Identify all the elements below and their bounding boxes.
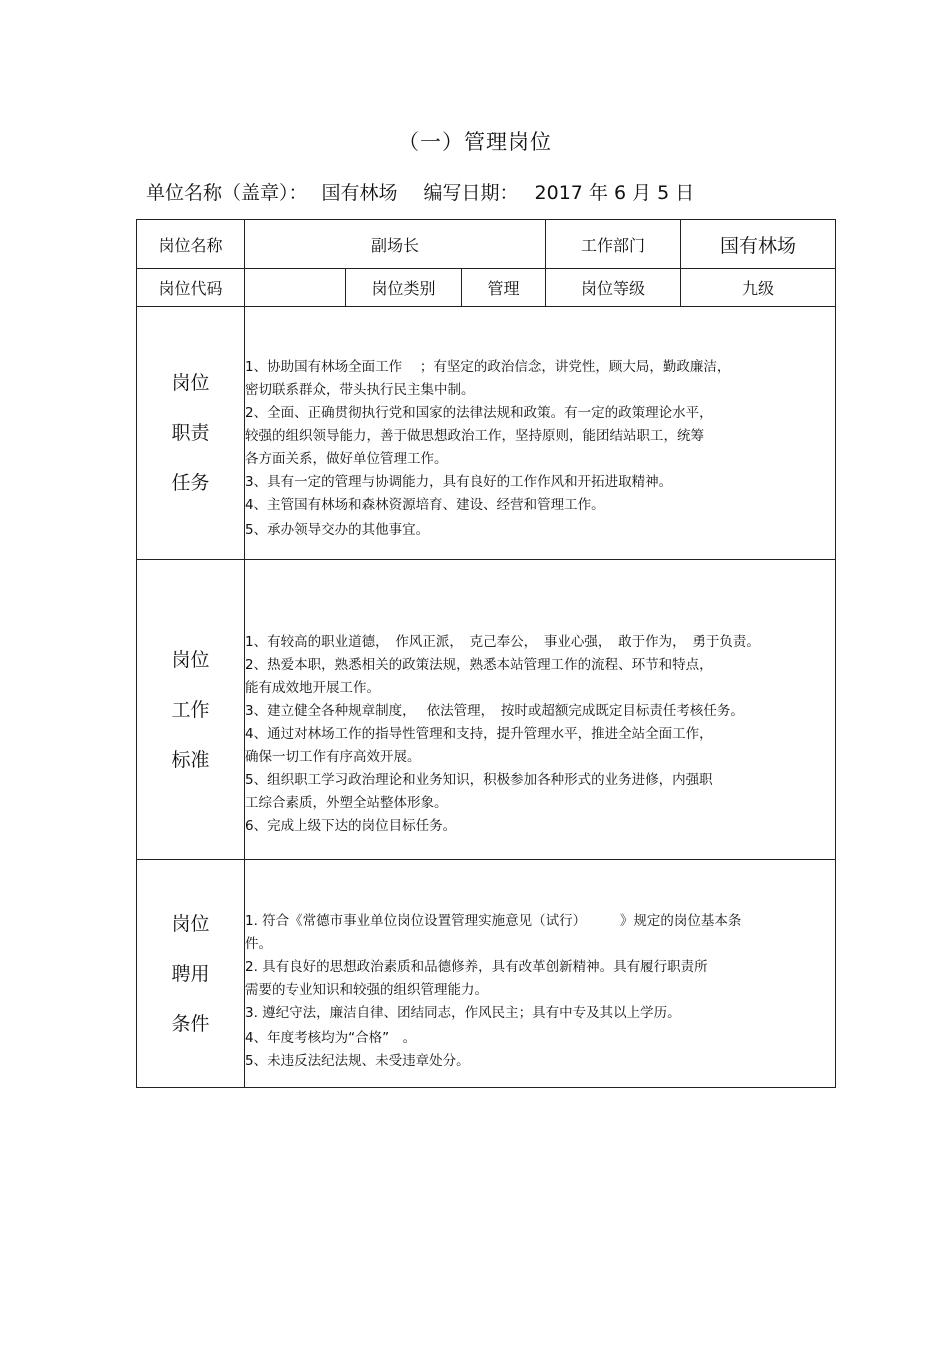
standard-line: 工综合素质，外塑全站整体形象。 bbox=[245, 795, 448, 811]
standard-line: 4、通过对林场工作的指导性管理和支持，提升管理水平，推进全站全面工作， bbox=[245, 726, 713, 742]
duty-line: 各方面关系，做好单位管理工作。 bbox=[245, 451, 448, 467]
page-title: （一）管理岗位 bbox=[398, 130, 552, 154]
conditions-label-line: 条件 bbox=[171, 1012, 210, 1035]
post-type-value: 管理 bbox=[462, 269, 546, 307]
standards-list bbox=[245, 581, 835, 838]
date-value: 2017 年 6 月 5 日 bbox=[534, 182, 695, 204]
post-name-value: 副场长 bbox=[245, 220, 546, 269]
duty-line: 2、全面、正确贯彻执行党和国家的法律法规和政策。有一定的政策理论水平， bbox=[245, 405, 713, 421]
duty-line: 3、具有一定的管理与协调能力，具有良好的工作作风和开拓进取精神。 bbox=[245, 474, 673, 490]
duties-label bbox=[137, 307, 245, 560]
standard-line: 6、完成上级下达的岗位目标任务。 bbox=[245, 818, 457, 834]
standard-line: 能有成效地开展工作。 bbox=[245, 680, 380, 696]
duty-line: 密切联系群众，带头执行民主集中制。 bbox=[245, 382, 475, 398]
standard-line: 5、组织职工学习政治理论和业务知识，积极参加各种形式的业务进修，内强职 bbox=[245, 772, 713, 788]
form-header bbox=[146, 178, 694, 205]
post-name-label: 岗位名称 bbox=[137, 220, 245, 269]
post-code-label: 岗位代码 bbox=[137, 269, 245, 307]
duties-label-line: 任务 bbox=[171, 472, 210, 494]
row-duties bbox=[137, 307, 836, 560]
post-description-table bbox=[136, 219, 836, 1088]
duties-label-line: 职责 bbox=[171, 422, 210, 444]
standards-label-line: 工作 bbox=[171, 698, 210, 721]
standard-line: 1、有较高的职业道德， 作风正派， 克己奉公， 事业心强， 敢于作为， 勇于负责。 bbox=[245, 634, 760, 650]
post-type-label: 岗位类别 bbox=[346, 269, 462, 307]
unit-label: 单位名称（盖章）： bbox=[146, 182, 308, 204]
conditions-label bbox=[137, 860, 245, 1088]
condition-line: 2. 具有良好的思想政治素质和品德修养，具有改革创新精神。具有履行职责所 bbox=[245, 959, 708, 975]
condition-line: 4、年度考核均为“合格” 。 bbox=[245, 1030, 417, 1046]
post-level-label: 岗位等级 bbox=[546, 269, 681, 307]
conditions-list bbox=[245, 874, 835, 1073]
standard-line: 确保一切工作有序高效开展。 bbox=[245, 749, 421, 765]
duty-line: 1、协助国有林场全面工作 ；有坚定的政治信念，讲党性，顾大局，勤政廉洁， bbox=[245, 359, 731, 375]
standards-label bbox=[137, 560, 245, 860]
department-value: 国有林场 bbox=[681, 220, 836, 269]
duty-line: 5、承办领导交办的其他事宜。 bbox=[245, 522, 430, 538]
conditions-label-line: 岗位 bbox=[171, 912, 210, 935]
condition-line: 5、未违反法纪法规、未受违章处分。 bbox=[245, 1053, 470, 1069]
duty-line: 较强的组织领导能力，善于做思想政治工作，坚持原则，能团结站职工，统筹 bbox=[245, 428, 704, 444]
conditions-label-line: 聘用 bbox=[171, 962, 210, 985]
condition-line: 需要的专业知识和较强的组织管理能力。 bbox=[245, 982, 488, 998]
row-post-name bbox=[137, 220, 836, 269]
conditions-content bbox=[245, 860, 836, 1088]
standards-label-line: 岗位 bbox=[171, 648, 210, 671]
standards-label-line: 标准 bbox=[171, 748, 210, 771]
row-conditions bbox=[137, 860, 836, 1088]
unit-value: 国有林场 bbox=[321, 182, 398, 204]
date-label: 编写日期： bbox=[423, 182, 519, 204]
condition-line: 1. 符合《常德市事业单位岗位设置管理实施意见（试行） 》规定的岗位基本条 bbox=[245, 913, 742, 929]
duties-content bbox=[245, 307, 836, 560]
department-label: 工作部门 bbox=[546, 220, 681, 269]
row-post-code bbox=[137, 269, 836, 307]
post-code-value bbox=[245, 269, 346, 307]
standards-content bbox=[245, 560, 836, 860]
post-level-value: 九级 bbox=[681, 269, 836, 307]
duty-line: 4、主管国有林场和森林资源培育、建设、经营和管理工作。 bbox=[245, 497, 605, 513]
row-standards bbox=[137, 560, 836, 860]
duties-label-line: 岗位 bbox=[171, 372, 210, 394]
condition-line: 3. 遵纪守法，廉洁自律、团结同志，作风民主；具有中专及其以上学历。 bbox=[245, 1005, 681, 1021]
condition-line: 件。 bbox=[245, 936, 272, 952]
standard-line: 2、热爱本职，熟悉相关的政策法规，熟悉本站管理工作的流程、环节和特点， bbox=[245, 657, 713, 673]
duties-list bbox=[245, 324, 835, 542]
standard-line: 3、建立健全各种规章制度， 依法管理， 按时或超额完成既定目标责任考核任务。 bbox=[245, 703, 744, 719]
